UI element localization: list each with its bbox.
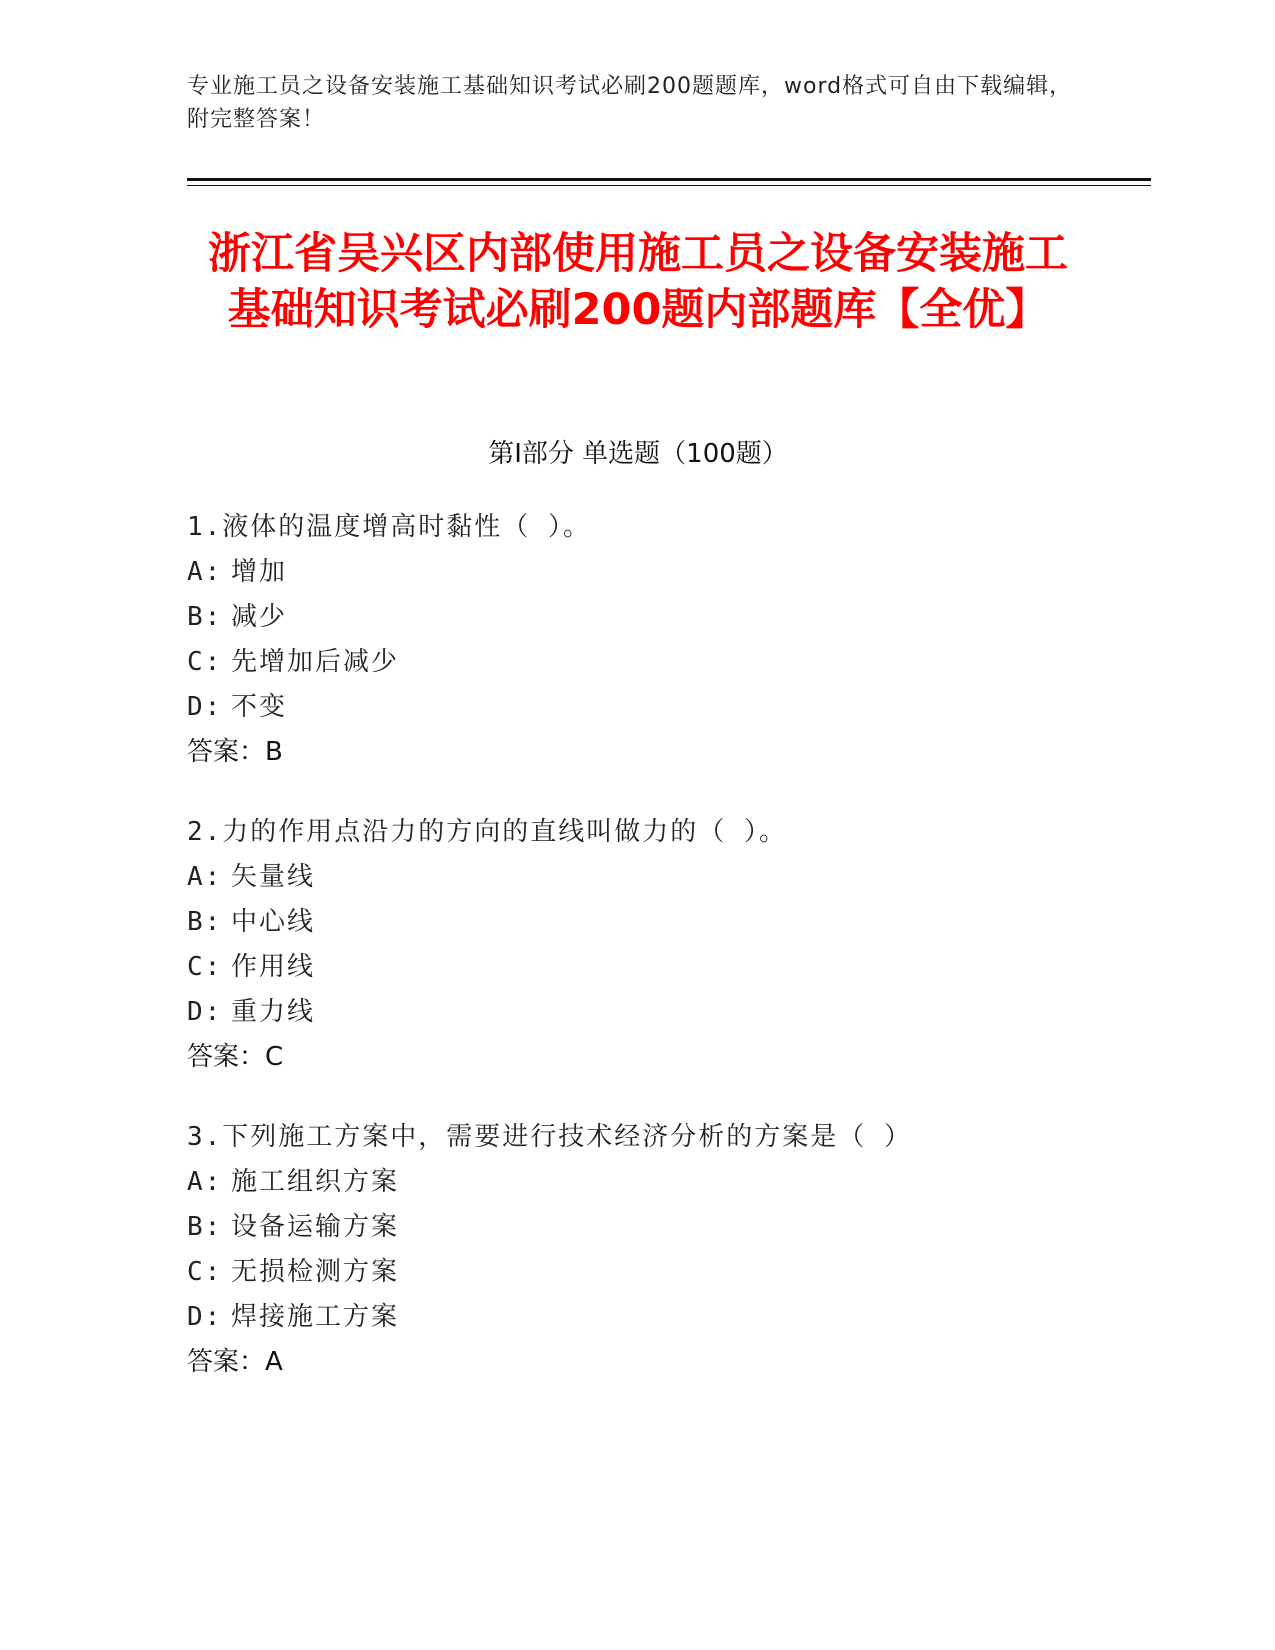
option-text: 设备运输方案 — [231, 1212, 400, 1242]
question-stem: 3.下列施工方案中，需要进行技术经济分析的方案是（ ） — [187, 1122, 912, 1152]
option-letter: C: — [187, 952, 223, 982]
question-option-c — [187, 1250, 1147, 1295]
question-stem: 1.液体的温度增高时黏性（ ）。 — [187, 512, 591, 542]
option-text: 先增加后减少 — [231, 647, 400, 677]
option-text: 作用线 — [231, 952, 316, 982]
question-option-a — [187, 1160, 1147, 1205]
option-text: 矢量线 — [231, 862, 316, 892]
option-letter: B: — [187, 602, 223, 632]
question-answer: 答案：A — [187, 1347, 283, 1377]
header-rule-thick — [187, 178, 1151, 181]
option-text: 施工组织方案 — [231, 1167, 400, 1197]
option-letter: A: — [187, 1167, 223, 1197]
question-block — [187, 505, 1147, 775]
option-letter: C: — [187, 1257, 223, 1287]
option-text: 增加 — [231, 557, 288, 587]
option-letter: D: — [187, 1302, 223, 1332]
option-letter: B: — [187, 907, 223, 937]
option-letter: B: — [187, 1212, 223, 1242]
header-rule-thin — [187, 185, 1151, 186]
question-option-b — [187, 1205, 1147, 1250]
header-note: 专业施工员之设备安装施工基础知识考试必刷200题题库，word格式可自由下载编辑，附完整答案！ — [187, 74, 1073, 132]
option-letter: A: — [187, 862, 223, 892]
option-text: 不变 — [231, 692, 288, 722]
question-option-b — [187, 900, 1147, 945]
document-title: 浙江省吴兴区内部使用施工员之设备安装施工基础知识考试必刷200题内部题库【全优】 — [208, 229, 1068, 335]
question-option-d — [187, 990, 1147, 1035]
question-option-a — [187, 855, 1147, 900]
option-letter: D: — [187, 692, 223, 722]
option-text: 焊接施工方案 — [231, 1302, 400, 1332]
option-text: 中心线 — [231, 907, 316, 937]
question-block — [187, 1115, 1147, 1385]
option-letter: A: — [187, 557, 223, 587]
option-text: 无损检测方案 — [231, 1257, 400, 1287]
question-option-c — [187, 945, 1147, 990]
option-text: 重力线 — [231, 997, 316, 1027]
question-option-b — [187, 595, 1147, 640]
question-option-a — [187, 550, 1147, 595]
question-answer: 答案：B — [187, 737, 283, 767]
section-title: 第I部分 单选题（100题） — [488, 439, 788, 469]
question-option-d — [187, 1295, 1147, 1340]
option-letter: D: — [187, 997, 223, 1027]
question-stem: 2.力的作用点沿力的方向的直线叫做力的（ ）。 — [187, 817, 787, 847]
option-text: 减少 — [231, 602, 288, 632]
question-block — [187, 810, 1147, 1080]
question-answer: 答案：C — [187, 1042, 284, 1072]
question-option-c — [187, 640, 1147, 685]
option-letter: C: — [187, 647, 223, 677]
question-option-d — [187, 685, 1147, 730]
